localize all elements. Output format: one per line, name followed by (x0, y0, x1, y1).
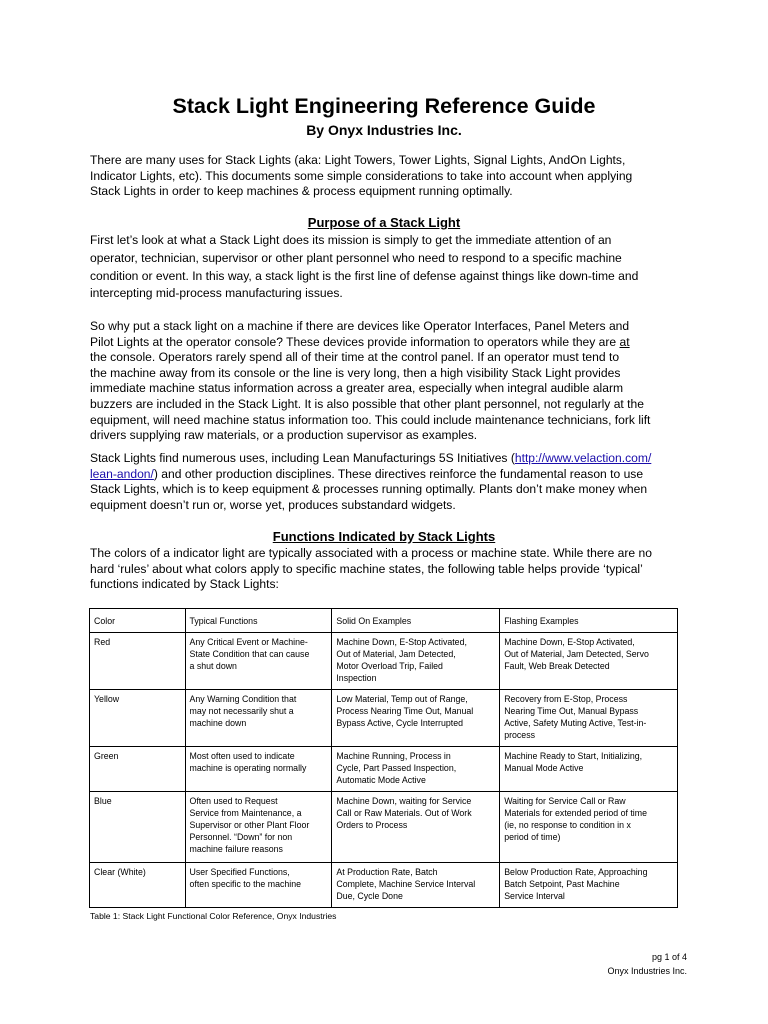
cell-line: Machine Ready to Start, Initializing, (504, 751, 643, 761)
cell-line: may not necessarily shut a (189, 706, 294, 716)
cell-line: Most often used to indicate (189, 751, 295, 761)
why-line: immediate machine status information across a greater area, especially when integral audible alarm (90, 381, 624, 396)
typical-cell (185, 633, 332, 690)
table-caption: Table 1: Stack Light Functional Color Reference, Onyx Industries (90, 911, 337, 921)
table-row (90, 747, 678, 792)
flashing-cell (500, 747, 678, 792)
flashing-cell (500, 690, 678, 747)
intro-line: There are many uses for Stack Lights (aka: Light Towers, Tower Lights, Signal Lights, AndOn Lights, (90, 153, 626, 167)
intro-line: Indicator Lights, etc). This documents some simple considerations to take into account when applying (90, 168, 633, 183)
why-paragraph (90, 319, 690, 444)
cell-line: Machine Down, E-Stop Activated, (336, 637, 467, 647)
color-cell: Green (90, 747, 186, 792)
cell-line: Machine Down, waiting for Service (336, 796, 472, 806)
why-line: So why put a stack light on a machine if there are devices like Operator Interfaces, Panel Meters and (90, 319, 630, 333)
cell-line: Call or Raw Materials. Out of Work (336, 808, 472, 818)
lean-paragraph (90, 451, 690, 513)
lean-line: Stack Lights, which is to keep equipment & processes running optimally. Plants don’t make money when (90, 482, 648, 497)
header-typical-functions: Typical Functions (185, 609, 332, 633)
cell-line: (ie, no response to condition in x (504, 820, 631, 830)
functions-paragraph (90, 546, 690, 593)
cell-line: machine is operating normally (189, 763, 307, 773)
why-line: the machine away from its console or the line is very long, then a high visibility Stack Light provides (90, 365, 621, 380)
typical-cell (185, 690, 332, 747)
cell-line: Personnel. “Down” for non (189, 832, 293, 842)
cell-line: Fault, Web Break Detected (504, 661, 610, 671)
cell-line: period of time) (504, 832, 561, 842)
cell-line: Nearing Time Out, Manual Bypass (504, 706, 639, 716)
cell-line: Automatic Mode Active (336, 775, 426, 785)
cell-line: Complete, Machine Service Interval (336, 879, 476, 889)
cell-line: process (504, 730, 535, 740)
page-subtitle: By Onyx Industries Inc. (306, 122, 462, 138)
cell-line: Out of Material, Jam Detected, (336, 649, 456, 659)
color-cell: Red (90, 633, 186, 690)
cell-line: Below Production Rate, Approaching (504, 867, 648, 877)
cell-line: Manual Mode Active (504, 763, 584, 773)
why-line (90, 335, 690, 351)
purpose-line: intercepting mid-process manufacturing issues. (90, 286, 343, 301)
why-line: equipment, will need machine status information too. This could include maintenance technicians, fork lift (90, 412, 651, 427)
cell-line: Materials for extended period of time (504, 808, 647, 818)
typical-cell (185, 792, 332, 863)
table-row (90, 863, 678, 908)
cell-line: Waiting for Service Call or Raw (504, 796, 626, 806)
why-line: the console. Operators rarely spend all of their time at the control panel. If an operator must tend to (90, 350, 620, 365)
table-row (90, 633, 678, 690)
cell-line: Any Warning Condition that (189, 694, 297, 704)
purpose-line: operator, technician, supervisor or other plant personnel who need to respond to a specific machine (90, 250, 622, 265)
cell-line: Supervisor or other Plant Floor (189, 820, 310, 830)
page-title: Stack Light Engineering Reference Guide (172, 94, 596, 118)
cell-line: State Condition that can cause (189, 649, 310, 659)
typical-cell (185, 747, 332, 792)
functions-heading: Functions Indicated by Stack Lights (272, 529, 496, 544)
functions-line: The colors of a indicator light are typically associated with a process or machine state. While there are no (90, 546, 652, 560)
cell-line: Machine Down, E-Stop Activated, (504, 637, 635, 647)
purpose-line: condition or event. In this way, a stack light is the first line of defense against things like down-time and (90, 268, 639, 283)
cell-line: Batch Setpoint, Past Machine (504, 879, 620, 889)
purpose-line: First let’s look at what a Stack Light does its mission is simply to get the immediate attention of an (90, 233, 612, 247)
cell-line: Inspection (336, 673, 377, 683)
flashing-cell (500, 792, 678, 863)
velaction-link-continued[interactable]: lean-andon/ (90, 466, 154, 481)
cell-line: At Production Rate, Batch (336, 867, 438, 877)
solid-cell (332, 633, 500, 690)
cell-line: Out of Material, Jam Detected, Servo (504, 649, 649, 659)
flashing-cell (500, 863, 678, 908)
functions-line: hard ‘rules’ about what colors apply to specific machine states, the following table helps provide ‘typical’ (90, 561, 643, 576)
cell-line: Orders to Process (336, 820, 408, 830)
solid-cell (332, 747, 500, 792)
lean-line (90, 451, 690, 467)
intro-paragraph (90, 153, 690, 200)
cell-line: Cycle, Part Passed Inspection, (336, 763, 457, 773)
cell-line: User Specified Functions, (189, 867, 290, 877)
lean-line (90, 467, 690, 483)
cell-line: Due, Cycle Done (336, 891, 403, 901)
why-line-text: Pilot Lights at the operator console? These devices provide information to operators while they are (90, 334, 620, 349)
lean-line-text: Stack Lights find numerous uses, including Lean Manufacturings 5S Initiatives ( (90, 451, 515, 465)
cell-line: machine failure reasons (189, 844, 283, 854)
page-number: pg 1 of 4 (651, 952, 687, 962)
cell-line: Often used to Request (189, 796, 278, 806)
functions-line: functions indicated by Stack Lights: (90, 577, 279, 592)
cell-line: a shut down (189, 661, 237, 671)
page-footer (607, 950, 687, 978)
cell-line: Recovery from E-Stop, Process (504, 694, 628, 704)
velaction-link[interactable]: http://www.velaction.com/ (514, 451, 652, 465)
table-header-row (90, 609, 678, 633)
why-line: buzzers are included in the Stack Light. It is also possible that other plant personnel, not regularly at the (90, 396, 644, 411)
lean-line: equipment doesn’t run or, worse yet, produces substandard widgets. (90, 497, 456, 512)
header-flashing-examples: Flashing Examples (500, 609, 678, 633)
header-color: Color (90, 609, 186, 633)
header-solid-on-examples: Solid On Examples (332, 609, 500, 633)
cell-line: Low Material, Temp out of Range, (336, 694, 468, 704)
why-at-underlined: at (619, 334, 630, 349)
color-cell: Yellow (90, 690, 186, 747)
cell-line: often specific to the machine (189, 879, 302, 889)
purpose-paragraph (90, 232, 690, 303)
cell-line: Process Nearing Time Out, Manual (336, 706, 474, 716)
footer-company: Onyx Industries Inc. (607, 966, 687, 976)
intro-line: Stack Lights in order to keep machines & process equipment running optimally. (90, 184, 513, 199)
cell-line: Bypass Active, Cycle Interrupted (336, 718, 463, 728)
color-cell: Blue (90, 792, 186, 863)
cell-line: Any Critical Event or Machine- (189, 637, 308, 647)
lean-line-text: ) and other production disciplines. These directives reinforce the fundamental reason to use (153, 466, 644, 481)
stack-light-color-table (89, 608, 678, 908)
purpose-heading: Purpose of a Stack Light (307, 215, 461, 230)
color-cell: Clear (White) (90, 863, 186, 908)
cell-line: Machine Running, Process in (336, 751, 451, 761)
typical-cell (185, 863, 332, 908)
why-line: drivers supplying raw materials, or a production supervisor as examples. (90, 428, 478, 443)
solid-cell (332, 863, 500, 908)
solid-cell (332, 792, 500, 863)
cell-line: Service from Maintenance, a (189, 808, 302, 818)
flashing-cell (500, 633, 678, 690)
cell-line: machine down (189, 718, 247, 728)
solid-cell (332, 690, 500, 747)
table-row (90, 792, 678, 863)
cell-line: Motor Overload Trip, Failed (336, 661, 443, 671)
table-row (90, 690, 678, 747)
cell-line: Active, Safety Muting Active, Test-in- (504, 718, 647, 728)
cell-line: Service Interval (504, 891, 565, 901)
